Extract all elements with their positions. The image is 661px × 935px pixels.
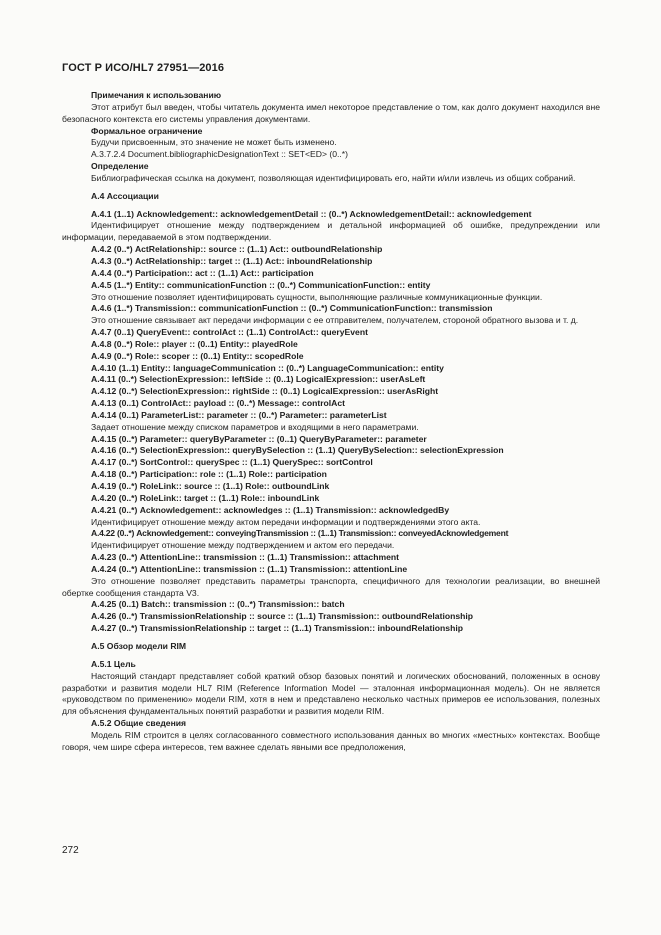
association-item: А.4.7 (0..1) QueryEvent:: controlAct :: (1..1) ControlAct:: queryEvent (91, 327, 368, 338)
association-item: А.4.8 (0..*) Role:: player :: (0..1) Entity:: playedRole (91, 338, 298, 349)
paragraph: Настоящий стандарт представляет собой краткий обзор базовых понятий и логических обоснований, положенных в основу разработки и развития модели HL7 RIM (Reference Information Model — эталонная информационная модель). Он не является «руководством по применению» модели RIM, хотя в нем и представлено несколько частных примеров ее использования, полезных для объяснения фундаментальных понятий разработки и развития модели RIM. (62, 670, 600, 717)
association-item: А.4.10 (1..1) Entity:: languageCommunication :: (0..*) LanguageCommunication:: entity (91, 362, 444, 373)
association-item: А.4.9 (0..*) Role:: scoper :: (0..1) Entity:: scopedRole (91, 350, 304, 361)
heading-definition: Определение (91, 161, 149, 172)
subsection-heading-general: А.5.2 Общие сведения (91, 718, 187, 729)
association-item: А.4.5 (1..*) Entity:: communicationFunction :: (0..*) CommunicationFunction:: entity (91, 279, 431, 290)
association-item: А.4.12 (0..*) SelectionExpression:: rightSide :: (0..1) LogicalExpression:: userAsRight (91, 386, 439, 397)
paragraph: Идентифицирует отношение между подтверждением и детальной информацией об ошибке, предупреждении или информации, передаваемой в этом подтверждении. (62, 220, 600, 243)
page-number: 272 (62, 845, 79, 856)
association-item: А.4.2 (0..*) ActRelationship:: source :: (1..1) Act:: outboundRelationship (91, 244, 383, 255)
paragraph: Будучи присвоенным, это значение не может быть изменено. (91, 137, 337, 148)
subsection-heading-purpose: А.5.1 Цель (91, 658, 136, 669)
association-item: А.4.11 (0..*) SelectionExpression:: leftSide :: (0..1) LogicalExpression:: userAsLeft (91, 374, 426, 385)
section-heading-rim-overview: А.5 Обзор модели RIM (91, 640, 187, 651)
document-body (62, 90, 600, 754)
association-item: А.4.18 (0..*) Participation:: role :: (1..1) Role:: participation (91, 469, 327, 480)
association-item: А.4.24 (0..*) AttentionLine:: transmission :: (1..1) Transmission:: attentionLine (91, 563, 408, 574)
association-item: А.4.23 (0..*) AttentionLine:: transmission :: (1..1) Transmission:: attachment (91, 552, 399, 563)
paragraph: Модель RIM строится в целях согласованного совместного использования данных во многих «местных» контекстах. Вообще говоря, чем шире сфера интересов, тем важнее сделать явными все предположения, (62, 729, 600, 752)
section-heading-associations: А.4 Ассоциации (91, 190, 159, 201)
heading-usage-notes: Примечания к использованию (91, 90, 222, 100)
association-item: А.4.6 (1..*) Transmission:: communicationFunction :: (0..*) CommunicationFunction:: transmission (91, 303, 493, 314)
association-item: А.4.20 (0..*) RoleLink:: target :: (1..1) Role:: inboundLink (91, 492, 320, 503)
paragraph: Этот атрибут был введен, чтобы читатель документа имел некоторое представление о том, как долго документ находился вне безопасного контекста его системы управления документами. (62, 101, 600, 124)
association-item: А.4.16 (0..*) SelectionExpression:: queryBySelection :: (1..1) QueryBySelection:: selectionExpression (91, 445, 504, 456)
association-item: А.4.14 (0..1) ParameterList:: parameter :: (0..*) Parameter:: parameterList (91, 409, 387, 420)
association-item: А.4.4 (0..*) Participation:: act :: (1..1) Act:: participation (91, 267, 314, 278)
association-item: А.4.27 (0..*) TransmissionRelationship :: target :: (1..1) Transmission:: inboundRelationship (91, 623, 463, 634)
association-item: А.4.22 (0..*) Acknowledgement:: conveyingTransmission :: (1..1) Transmission:: conveyedAcknowledgement (91, 528, 509, 539)
association-item: А.4.15 (0..*) Parameter:: queryByParameter :: (0..1) QueryByParameter:: parameter (91, 433, 427, 444)
paragraph: Это отношение позволяет идентифицировать сущности, выполняющие различные коммуникационные функции. (91, 291, 543, 302)
paragraph: Это отношение связывает акт передачи информации с ее отправителем, получателем, стороной обратного вызова и т. д. (91, 315, 579, 326)
association-item: А.4.21 (0..*) Acknowledgement:: acknowledges :: (1..1) Transmission:: acknowledgedBy (91, 504, 450, 515)
paragraph: Это отношение позволяет представить параметры транспорта, специфичного для технологии реализации, во внешней обертке сообщения стандарта V3. (62, 575, 600, 598)
association-item: А.4.13 (0..1) ControlAct:: payload :: (0..*) Message:: controlAct (91, 398, 346, 409)
paragraph: Идентифицирует отношение между подтверждением и актом его передачи. (91, 540, 395, 551)
association-item: А.4.25 (0..1) Batch:: transmission :: (0..*) Transmission:: batch (91, 599, 345, 610)
association-item: А.4.17 (0..*) SortControl:: querySpec :: (1..1) QuerySpec:: sortControl (91, 457, 373, 468)
paragraph: Библиографическая ссылка на документ, позволяющая идентифицировать его, найти и/или извлечь из общих собраний. (91, 172, 576, 183)
paragraph: Задает отношение между списком параметров и входящими в него параметрами. (91, 421, 419, 432)
paragraph: Идентифицирует отношение между актом передачи информации и подтверждениями этого акта. (91, 516, 481, 527)
association-item: А.4.3 (0..*) ActRelationship:: target :: (1..1) Act:: inboundRelationship (91, 255, 373, 266)
document-header: ГОСТ Р ИСО/HL7 27951—2016 (62, 62, 225, 74)
association-item: А.4.1 (1..1) Acknowledgement:: acknowledgementDetail :: (0..*) AcknowledgementDetail:: acknowledgement (91, 208, 532, 219)
association-item: А.4.26 (0..*) TransmissionRelationship :: source :: (1..1) Transmission:: outboundRelationship (91, 611, 473, 622)
heading-formal-constraint: Формальное ограничение (91, 125, 203, 136)
association-item: А.4.19 (0..*) RoleLink:: source :: (1..1) Role:: outboundLink (91, 481, 330, 491)
attribute-line: A.3.7.2.4 Document.bibliographicDesignationText :: SET<ED> (0..*) (91, 149, 348, 160)
